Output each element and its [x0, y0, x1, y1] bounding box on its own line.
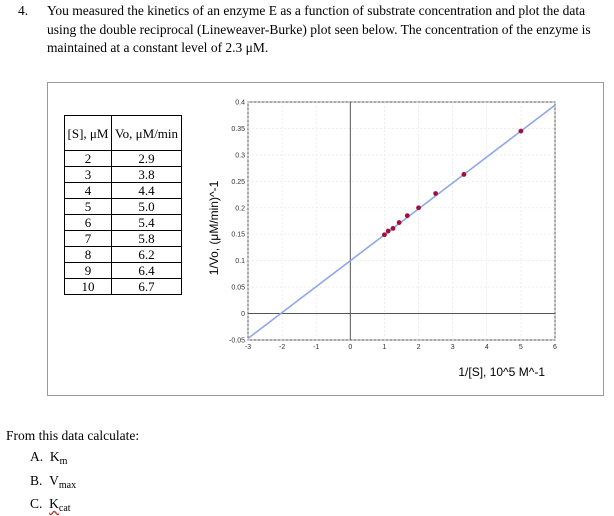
data-point — [518, 129, 523, 134]
item-sub: m — [59, 456, 68, 467]
x-tick-label: -2 — [278, 344, 286, 351]
y-tick-label: 0.05 — [231, 284, 245, 292]
y-tick-label: -0.05 — [229, 337, 245, 345]
item-b — [30, 473, 76, 491]
item-sub: max — [58, 480, 77, 491]
x-tick-label: 5 — [518, 344, 523, 351]
item-letter: C. — [30, 496, 43, 511]
item-main: K — [49, 496, 59, 511]
cell-vo: 4.4 — [112, 183, 182, 199]
cell-s: 2 — [65, 151, 112, 167]
y-tick-label: 0.15 — [231, 231, 245, 239]
y-tick-label: 0.3 — [235, 152, 245, 160]
question-number: 4. — [18, 3, 29, 18]
header-velocity-label: Vo, μM/min — [114, 125, 179, 141]
cell-vo: 6.4 — [112, 263, 182, 279]
item-a — [30, 449, 67, 467]
data-point — [386, 229, 391, 234]
item-main: K — [49, 449, 60, 464]
data-point — [416, 205, 421, 210]
cell-s: 3 — [65, 167, 112, 183]
x-tick-label: -1 — [313, 344, 320, 351]
x-tick-label: -3 — [244, 344, 252, 351]
data-point — [391, 226, 396, 231]
item-c — [30, 496, 71, 514]
y-tick-label: 0.4 — [235, 99, 245, 107]
y-tick-label: 0.1 — [235, 258, 245, 266]
cell-vo: 5.0 — [112, 199, 182, 215]
data-point — [462, 172, 467, 177]
cell-s: 4 — [65, 183, 112, 199]
y-tick-label: 0.35 — [231, 125, 245, 133]
data-point — [405, 213, 410, 218]
item-sub: cat — [58, 503, 71, 514]
data-point — [433, 191, 438, 196]
cell-vo: 6.2 — [112, 247, 182, 263]
cell-vo: 5.8 — [112, 231, 182, 247]
item-main: V — [49, 473, 59, 488]
cell-vo: 5.4 — [112, 215, 182, 231]
cell-s: 7 — [65, 231, 112, 247]
cell-s: 8 — [65, 247, 112, 263]
item-kcat — [49, 496, 71, 514]
cell-vo: 2.9 — [112, 151, 182, 167]
cell-vo: 6.7 — [112, 279, 182, 295]
y-tick-label: 0.25 — [231, 178, 245, 186]
cell-vo: 3.8 — [112, 167, 182, 183]
cell-s: 6 — [65, 215, 112, 231]
x-tick-label: 0 — [348, 344, 353, 351]
header-substrate-label: [S], μM — [67, 125, 109, 141]
cell-s: 5 — [65, 199, 112, 215]
x-tick-label: 4 — [484, 344, 489, 351]
data-point — [382, 232, 387, 237]
y-tick-label: 0 — [241, 311, 245, 319]
x-tick-label: 1 — [382, 344, 387, 351]
x-tick-label: 3 — [450, 344, 455, 351]
prompt-text: From this data calculate: — [6, 428, 140, 443]
cell-s: 10 — [65, 279, 112, 295]
item-letter: B. — [30, 473, 43, 488]
data-point — [397, 220, 402, 225]
x-axis-label: 1/[S], 10^5 M^-1 — [458, 365, 545, 379]
x-tick-label: 2 — [416, 344, 421, 351]
y-tick-label: 0.2 — [235, 205, 245, 213]
cell-s: 9 — [65, 263, 112, 279]
y-axis-label: 1/Vo, (μM/min)^-1 — [207, 180, 221, 276]
item-letter: A. — [30, 449, 44, 464]
x-tick-label: 6 — [553, 344, 557, 351]
question-text: You measured the kinetics of an enzyme E as a function of substrate concentration and plot the data using the double reciprocal (Lineweaver-Burke) plot seen below. The concentration of the enzyme is maintained at a constant level of 2.3 μM. — [47, 3, 591, 55]
